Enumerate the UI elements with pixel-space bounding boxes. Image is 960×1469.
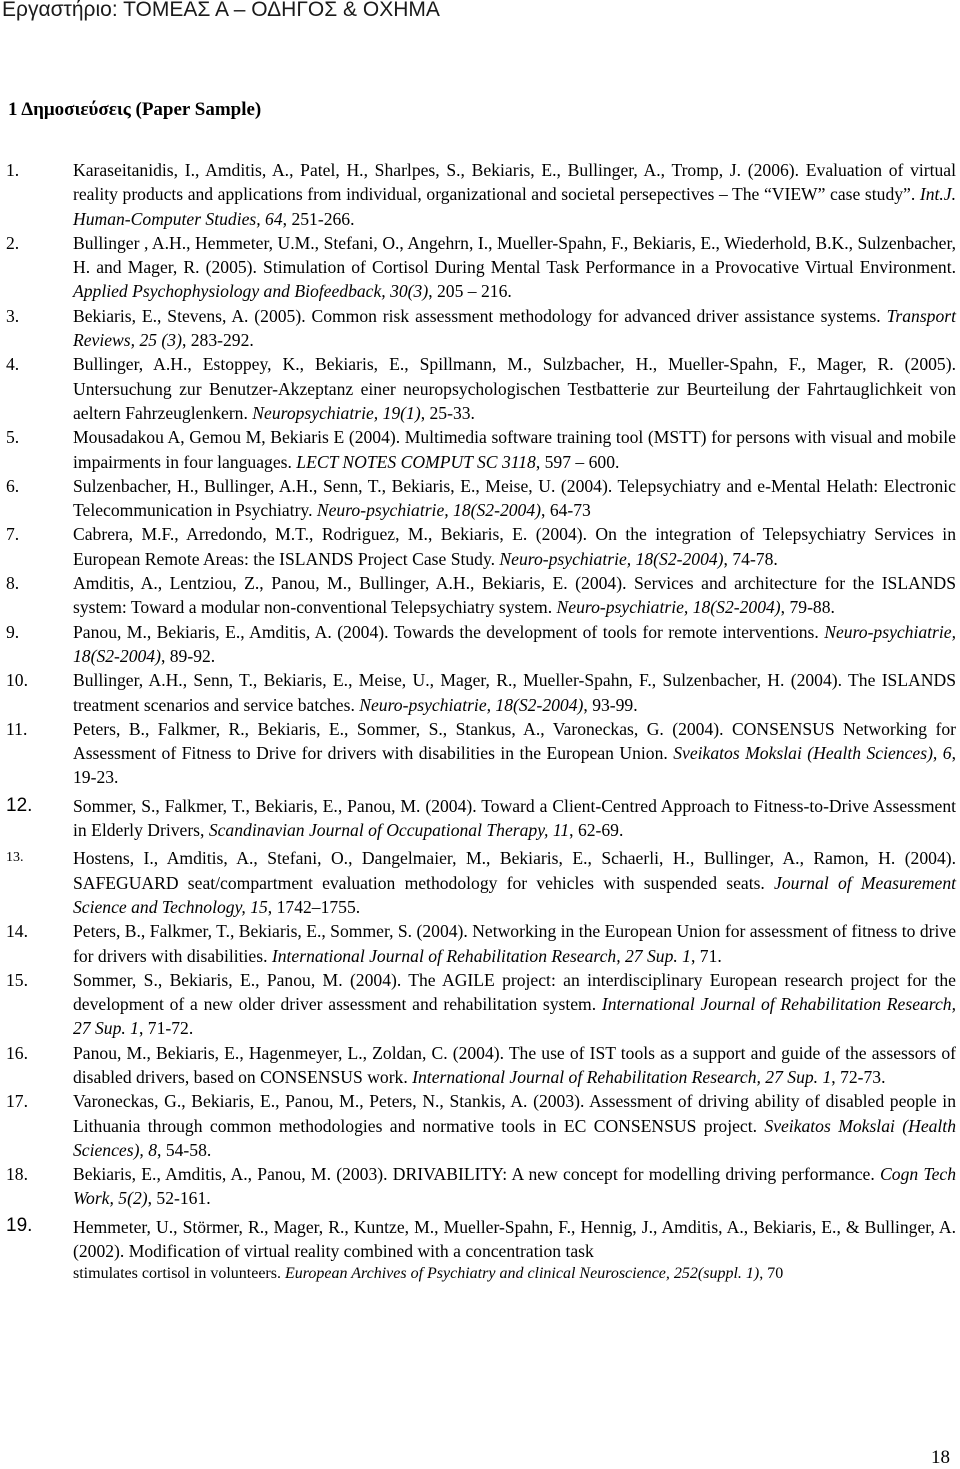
reference-pages: , 71. <box>690 945 722 966</box>
section-title: 1 Δημοσιεύσεις (Paper Sample) <box>8 99 262 120</box>
reference-number: 6. <box>6 475 20 496</box>
reference-list <box>6 158 956 1285</box>
page-header: Εργαστήριο: ΤΟΜΕΑΣ Α – ΟΔΗΓΟΣ & ΟΧΗΜΑ <box>2 0 440 21</box>
reference-item <box>6 717 956 790</box>
reference-item <box>6 620 956 669</box>
reference-pages: , 205 – 216. <box>428 281 512 302</box>
reference-item <box>6 425 956 474</box>
reference-number: 9. <box>6 621 20 642</box>
reference-pages: , 74-78. <box>723 548 778 569</box>
reference-item <box>6 846 956 919</box>
reference-text: Bullinger, A.H., Estoppey, K., Bekiaris, E., Spillmann, M., Sulzbacher, H., Mueller-Spahn, F., Mager, R. (2005). Untersuchung zur Benutzer-Akzeptanz einer neuropsychologischen Testbatterie zur Beurteilung der Fahrtauglichkeit von aeltern Fahrzeuglenkern. <box>73 354 956 423</box>
reference-venue: Sveikatos Mokslai (Health Sciences), 8 <box>73 1115 956 1160</box>
reference-venue: Neuro-psychiatrie, 18(S2-2004) <box>556 597 781 618</box>
reference-number: 17. <box>6 1091 28 1112</box>
reference-text: Sommer, S., Falkmer, T., Bekiaris, E., Panou, M. (2004). Toward a Client-Centred Approach to Fitness-to-Drive Assessment in Elderly Drivers, <box>73 795 956 841</box>
reference-text: Sommer, S., Bekiaris, E., Panou, M. (2004). The AGILE project: an interdisciplinary European research project for the development of a new older driver assessment and rehabilitation system. <box>73 969 956 1015</box>
reference-pages: , 25-33. <box>420 402 475 423</box>
reference-pages: , 93-99. <box>583 694 638 715</box>
reference-number: 18. <box>6 1164 28 1185</box>
page-number: 18 <box>931 1447 950 1468</box>
reference-venue: Neuro-psychiatrie, 18(S2-2004) <box>316 500 542 521</box>
reference-pages: , 283-292. <box>181 330 254 351</box>
reference-item <box>6 1162 956 1211</box>
reference-text: Bekiaris, E., Amditis, A., Panou, M. (2003). DRIVABILITY: A new concept for modelling driving performance. <box>73 1164 881 1185</box>
reference-item <box>6 571 956 620</box>
reference-text: Panou, M., Bekiaris, E., Amditis, A. (2004). Towards the development of tools for remote interventions. <box>73 621 825 642</box>
reference-text: Peters, B., Falkmer, R., Bekiaris, E., Sommer, S., Stankus, A., Varoneckas, G. (2004). CONSENSUS Networking for Assessment of Fitness to Drive for drivers with disabilities in the European Union. <box>73 718 956 764</box>
reference-venue: Applied Psychophysiology and Biofeedback, 30(3) <box>73 281 429 302</box>
reference-item <box>6 158 956 231</box>
reference-pages: , 597 – 600. <box>535 451 620 472</box>
reference-pages: , 19-23. <box>73 743 956 788</box>
reference-text: Varoneckas, G., Bekiaris, E., Panou, M., Peters, N., Stankis, A. (2003). Assessment of driving ability of disabled people in Lithuania through common methodologies and normative tools in EC CONSENSUS project. <box>73 1091 956 1136</box>
reference-pages: , 1742–1755. <box>267 896 361 917</box>
reference-item <box>6 474 956 523</box>
reference-item <box>6 231 956 304</box>
reference-number: 2. <box>6 232 20 253</box>
reference-text: Peters, B., Falkmer, T., Bekiaris, E., Sommer, S. (2004). Networking in the European Union for assessment of fitness to drive for drivers with disabilities. <box>73 921 956 966</box>
reference-pages: , 62-69. <box>569 820 624 841</box>
reference-item <box>6 919 956 968</box>
reference-text: Bullinger , A.H., Hemmeter, U.M., Stefani, O., Angehrn, I., Mueller-Spahn, F., Bekiaris, E., Wiederhold, B.K., Sulzenbacher, H. and Mager, R. (2005). Stimulation of Cortisol During Mental Task Performance in a Provocative Virtual Environment. <box>73 232 956 278</box>
reference-text: Bullinger, A.H., Senn, T., Bekiaris, E., Meise, U., Mager, R., Mueller-Spahn, F., Sulzenbacher, H. (2004). The ISLANDS treatment scenarios and service batches. <box>73 670 956 715</box>
reference-pages: , 70 <box>759 1265 784 1283</box>
reference-venue: Neuro-psychiatrie, 18(S2-2004) <box>499 548 724 569</box>
reference-text: Sulzenbacher, H., Bullinger, A.H., Senn, T., Bekiaris, E., Meise, U. (2004). Telepsychiatry and e-Mental Helath: Electronic Telecommunication in Psychiatry. <box>73 475 956 521</box>
reference-text: Amditis, A., Lentziou, Z., Panou, M., Bullinger, A.H., Bekiaris, E. (2004). Services and architecture for the ISLANDS system: Toward a modular non-conventional Telepsychiatry system. <box>73 573 956 618</box>
reference-venue: Sveikatos Mokslai (Health Sciences), 6 <box>673 743 952 764</box>
reference-pages: , 79-88. <box>780 597 835 618</box>
reference-venue: Journal of Measurement Science and Technology, 15 <box>73 872 957 917</box>
reference-pages: , 64-73 <box>541 500 591 521</box>
reference-number: 3. <box>6 305 20 326</box>
reference-venue: LECT NOTES COMPUT SC 3118 <box>296 451 536 472</box>
reference-pages: , 89-92. <box>160 645 216 666</box>
reference-venue: International Journal of Rehabilitation Research, 27 Sup. 1 <box>271 945 691 966</box>
reference-item <box>6 1089 956 1162</box>
reference-text: Mousadakou A, Gemou M, Bekiaris E (2004). Multimedia software training tool (MSTT) for persons with visual and mobile impairments in four languages. <box>73 427 956 472</box>
reference-number: 7. <box>6 524 20 545</box>
reference-number: 11. <box>6 718 28 739</box>
reference-pages: , 251-266. <box>282 208 355 229</box>
reference-text-continued: stimulates cortisol in volunteers. <box>73 1265 285 1283</box>
reference-number: 15. <box>6 969 28 990</box>
reference-item <box>6 968 956 1041</box>
reference-text: Hostens, I., Amditis, A., Stefani, O., Dangelmaier, M., Bekiaris, E., Schaerli, H., Bullinger, A., Ramon, H. (2004). SAFEGUARD seat/compartment evaluation methodology for vehicles with suspended seats. <box>73 848 956 893</box>
reference-text: Karaseitanidis, I., Amditis, A., Patel, H., Sharlpes, S., Bekiaris, E., Bullinger, A., Tromp, J. (2006). Evaluation of virtual reality products and applications from individual, organizational and societal persepectives – The “VIEW” case study”. <box>73 160 956 205</box>
reference-venue: Neuropsychiatrie, 19(1) <box>252 402 421 423</box>
reference-venue: Cogn Tech Work, 5(2) <box>73 1164 957 1209</box>
reference-number: 14. <box>6 921 28 942</box>
reference-number: 10. <box>6 670 28 691</box>
reference-text: Cabrera, M.F., Arredondo, M.T., Rodriguez, M., Bekiaris, E. (2004). On the integration of Telepsychiatry Services in European Remote Areas: the ISLANDS Project Case Study. <box>73 524 956 569</box>
reference-venue: Scandinavian Journal of Occupational Therapy, 11 <box>208 820 570 841</box>
reference-venue: Neuro-psychiatrie, 18(S2-2004) <box>73 621 956 666</box>
reference-venue: International Journal of Rehabilitation Research, 27 Sup. 1 <box>73 994 956 1039</box>
reference-venue: European Archives of Psychiatry and clinical Neuroscience, 252(suppl. 1) <box>284 1265 760 1283</box>
reference-number: 19. <box>6 1214 33 1236</box>
reference-number: 1. <box>6 160 20 180</box>
reference-item <box>6 1215 956 1286</box>
reference-item <box>6 1041 956 1090</box>
reference-text: Panou, M., Bekiaris, E., Hagenmeyer, L., Zoldan, C. (2004). The use of IST tools as a support and guide of the assessors of disabled drivers, based on CONSENSUS work. <box>73 1042 956 1087</box>
reference-pages: , 72-73. <box>831 1066 886 1087</box>
reference-text: Bekiaris, E., Stevens, A. (2005). Common risk assessment methodology for advanced driver assistance systems. <box>73 305 887 326</box>
reference-number: 13. <box>6 850 24 866</box>
reference-venue: International Journal of Rehabilitation Research, 27 Sup. 1 <box>412 1066 832 1087</box>
reference-pages: , 54-58. <box>157 1139 212 1160</box>
reference-number: 16. <box>6 1042 28 1063</box>
reference-number: 12. <box>6 794 33 816</box>
reference-number: 4. <box>6 354 20 375</box>
reference-venue: Transport Reviews, 25 (3) <box>73 305 956 351</box>
reference-item <box>6 522 956 571</box>
reference-text: Hemmeter, U., Störmer, R., Mager, R., Kuntze, M., Mueller-Spahn, F., Hennig, J., Amditis, A., Bekiaris, E., & Bullinger, A. (2002). Modification of virtual reality combined with a concentration task <box>73 1216 956 1262</box>
reference-item <box>6 304 956 353</box>
reference-pages: , 52-161. <box>147 1188 211 1209</box>
reference-item <box>6 794 956 843</box>
reference-item <box>6 668 956 717</box>
reference-venue: Neuro-psychiatrie, 18(S2-2004) <box>359 694 584 715</box>
reference-item <box>6 352 956 425</box>
reference-pages: , 71-72. <box>138 1018 194 1039</box>
reference-venue: Int.J. Human-Computer Studies, 64 <box>73 184 956 229</box>
reference-number: 5. <box>6 427 20 448</box>
reference-number: 8. <box>6 573 20 594</box>
